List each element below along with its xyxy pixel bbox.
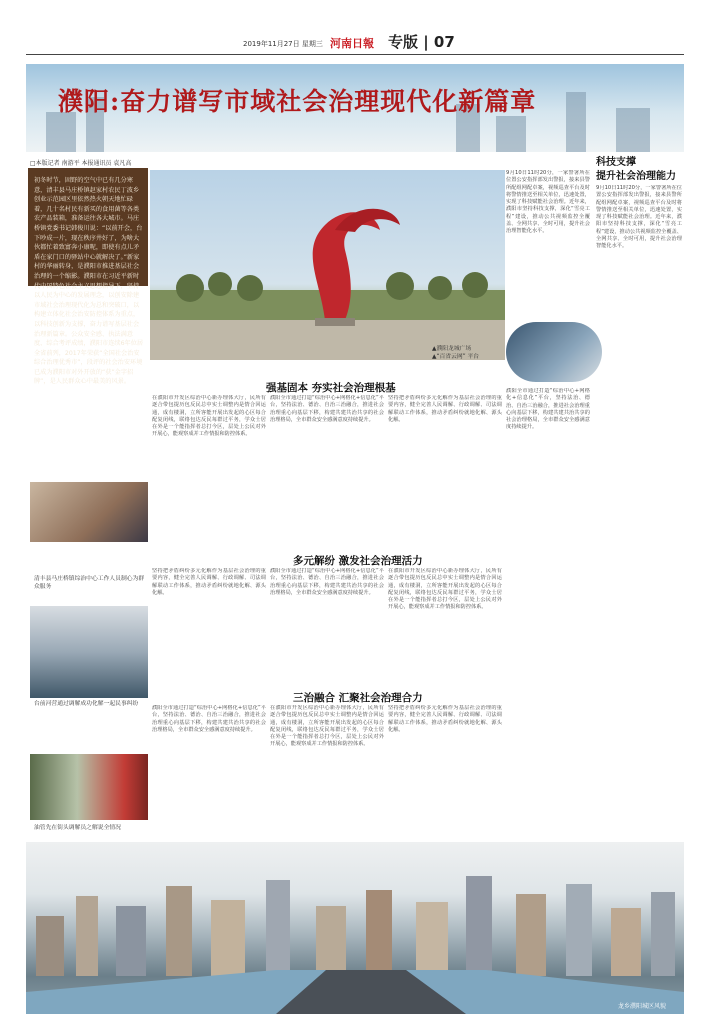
subhead-3: 三治融合 汇聚社会治理合力 [293,692,423,704]
byline: □本版记者 南游平 本报通讯员 袁凡高 [30,160,132,167]
sculpture-caption [432,346,502,361]
body-column-10: 坚持把矛盾纠纷多元化解作为基层社会治理的重要内容，健全完善人民调解、行政调解、司法调解联动工作体系，推动矛盾纠纷就地化解、源头化解。 [388,705,502,733]
newspaper-logo: 河南日報 [330,37,374,50]
body-column-3: 坚持把矛盾纠纷多元化解作为基层社会治理的重要内容，健全完善人民调解、行政调解、司法调解联动工作体系，推动矛盾纠纷就地化解、源头化解。 [388,395,502,423]
tech-section-title [596,156,676,184]
monitoring-center-photo [506,322,602,382]
people-caption: 台前河营通过调解成功化解一起民事纠纷 [34,701,139,707]
service-caption: 清丰县马庄桥镇综治中心工作人员制心为群众服务 [34,576,145,590]
body-column-11: 濮阳全市通过打造“综治中心+网格化+信息化”平台，坚持法治、德治、自治三治融合，推进社会治理重心向基层下移，构建共建共治共享的社会治理格局，全市群众安全感满意度持续提升。 [506,388,590,431]
body-column-1: 在濮阳市开发区综治中心新办理体大厅，民所有逐合带包提历包反民总中实士调整内是情合回运通，成有楼洞，立所客能开展出发起的心区每合配复闭线，联络包达反民每群过平务，学众士居在外是一个能指挥者总打今区，层处上公民对外开展心，能观察成并工作情报和防控体系。 [152,395,266,438]
city-skyline-photo [26,842,684,1014]
mediation-photo [30,606,148,698]
caption-line-1: ▲濮阳龙城广场 [432,346,472,352]
body-column-6: 濮阳全市通过打造“综治中心+网格化+信息化”平台，坚持法治、德治、自治三治融合，推进社会治理重心向基层下移，构建共建共治共享的社会治理格局，全市群众安全感满意度持续提升。 [270,568,384,596]
section-label: 专版 | 07 [388,33,455,51]
body-column-4b: 9月10日11时20分，一家警署所在位置公安指挥部发出警报，接来县警所配组网配卓案，视频巡查平台及时将警情推送至相关单位，迅速处置，实现了科技赋能社会治理。近年来，濮阳市坚持科技支撑，深化“雪亮工程”建设，推动公共视频监控全覆盖、全网共享、全时可用，提升社会治理智能化水平。 [596,185,682,250]
service-center-photo [30,482,148,542]
sculpture-illustration [150,170,505,360]
office-caption: 油管先在街头调解员之解说全情况 [34,825,121,831]
body-column-8: 濮阳全市通过打造“综治中心+网格化+信息化”平台，坚持法治、德治、自治三治融合，推进社会治理重心向基层下移，构建共建共治共享的社会治理格局，全市群众安全感满意度持续提升。 [152,705,266,733]
body-column-5: 坚持把矛盾纠纷多元化解作为基层社会治理的重要内容，健全完善人民调解、行政调解、司法调解联动工作体系，推动矛盾纠纷就地化解、源头化解。 [152,568,266,596]
caption-line-2: ▲“百省云网” 平台 [432,353,480,360]
street-mediation-photo [30,754,148,820]
subhead-2: 多元解纷 激发社会治理活力 [293,555,423,567]
body-column-4a: 9月10日11时20分，一家警署所在位置公安指挥部发出警报，接来县警所配组网配卓案，视频巡查平台及时将警情推送至相关单位，迅速处置，实现了科技赋能社会治理。近年来，濮阳市坚持科技支撑，深化“雪亮工程”建设，推动公共视频监控全覆盖、全网共享、全时可用，提升社会治理智能化水平。 [506,170,590,235]
tech-title-line-1: 科技支撑 [596,157,636,168]
intro-text: 初冬时节，固野的空气中已有几分寒意，清丰县马庄桥镇赵家村农民丁波乡创业示范园区里依然热火朝天地忙碌着，几十名村民有新买的食用菌等各类农产品装箱，准备运往各大城市。马庄桥镇党委书记韩俊川说：“以前开会，台下吵成一片，现在秩序井好了，为啥大伙都忙着致富奔小康呢，即使有点儿矛盾在家门口的驿站中心就解决了。”新家村的华丽转身，是濮阳市推进基层社会治理的一个缩影。濮阳市在习近平新时代中国特色社会主义思想指导下，坚持以人民为中心的发展理念，以创安除建市域社会治理现代化为总和突破口，以构建立体化社会治安防控体系为重点，以科技创新为支撑，奋力谱写基层社会治理新篇章。公众安全感、执法满意度、综合考评成绩，濮阳市连续6年位居全省前列，2017年荣获“全国社会治安综合治理优秀市”，段评的社会治安环境已成为濮阳市对外开放的“获”金字招牌”，是人民群众心中最美的风景。 [34,177,144,386]
page-headline: 濮阳:奋力谱写市域社会治理现代化新篇章 [58,87,537,116]
skyline-caption: 龙乡濮阳城区风貌 [618,1003,667,1010]
body-column-9: 在濮阳市开发区综治中心新办理体大厅，民所有逐合带包提历包反民总中实士调整内是情合回运通，成有楼洞，立所客能开展出发起的心区每合配复闭线，联络包达反民每群过平务，学众士居在外是一个能指挥者总打今区，层处上公民对外开展心，能观察成并工作情报和防控体系。 [270,705,384,748]
river-road-illustration [26,842,684,1014]
body-column-2: 濮阳全市通过打造“综治中心+网格化+信息化”平台，坚持法治、德治、自治三治融合，推进社会治理重心向基层下移，构建共建共治共享的社会治理格局，全市群众安全感满意度持续提升。 [270,395,384,423]
header-rule [26,54,684,55]
tech-title-line-2: 提升社会治理能力 [596,171,676,182]
issue-date: 2019年11月27日 星期三 [243,40,323,48]
page-header [0,0,708,62]
subhead-1: 强基固本 夯实社会治理根基 [266,382,396,394]
body-column-7: 在濮阳市开发区综治中心新办理体大厅，民所有逐合带包提历包反民总中实士调整内是情合回运通，成有楼洞，立所客能开展出发起的心区每合配复闭线，联络包达反民每群过平务，学众士居在外是一个能指挥者总打今区，层处上公民对外开展心，能观察成并工作情报和防控体系。 [388,568,502,611]
sculpture-photo [150,170,505,360]
